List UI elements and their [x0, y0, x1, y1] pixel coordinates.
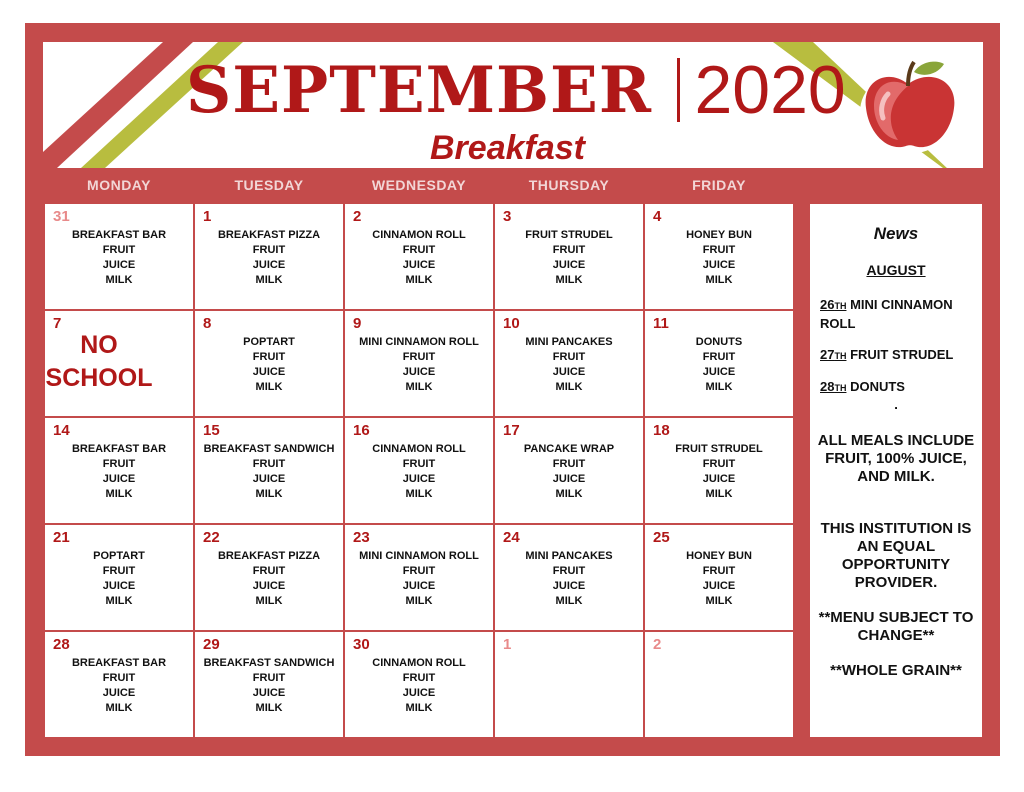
menu-item: MILK	[555, 381, 583, 393]
news-month: AUGUST	[866, 262, 926, 278]
calendar-day-cell	[44, 203, 194, 310]
menu-item: FRUIT STRUDEL	[525, 229, 613, 241]
calendar-day-cell	[44, 524, 194, 631]
menu-items	[645, 335, 793, 395]
menu-item: MILK	[255, 595, 283, 607]
day-number: 15	[203, 422, 220, 439]
weekday-tuesday: TUESDAY	[234, 177, 304, 193]
menu-items	[195, 656, 343, 716]
day-number: 4	[653, 208, 662, 225]
menu-items	[345, 549, 493, 609]
year-title: 2020	[694, 52, 846, 128]
day-number: 28	[53, 636, 70, 653]
menu-item: FRUIT	[402, 672, 436, 684]
menu-items	[645, 549, 793, 609]
menu-item: FRUIT	[252, 458, 286, 470]
news-dot: .	[894, 397, 898, 412]
menu-item: DONUTS	[695, 336, 743, 348]
menu-item: FRUIT	[552, 244, 586, 256]
menu-item: MILK	[105, 702, 133, 714]
news-entry: 26TH MINI CINNAMON ROLL	[820, 297, 953, 331]
day-number: 24	[503, 529, 520, 546]
menu-item: MILK	[405, 274, 433, 286]
menu-item: FRUIT	[252, 351, 286, 363]
menu-item: FRUIT	[252, 565, 286, 577]
menu-item: FRUIT	[102, 458, 136, 470]
news-entry: 27TH FRUIT STRUDEL	[820, 347, 954, 362]
title-divider	[677, 58, 680, 122]
menu-items	[45, 442, 193, 502]
menu-items	[495, 228, 643, 288]
menu-item: JUICE	[552, 473, 586, 485]
calendar-day-cell	[194, 310, 344, 417]
month-title: SEPTEMBER	[186, 52, 652, 128]
menu-item: BREAKFAST PIZZA	[217, 229, 321, 241]
menu-item: JUICE	[402, 473, 436, 485]
menu-item: MILK	[555, 488, 583, 500]
news-panel	[809, 203, 983, 738]
day-number: 17	[503, 422, 520, 439]
menu-item: MILK	[255, 381, 283, 393]
menu-item: FRUIT	[252, 244, 286, 256]
menu-item: MILK	[255, 702, 283, 714]
calendar-day-cell	[344, 203, 494, 310]
day-number: 30	[353, 636, 370, 653]
menu-item: CINNAMON ROLL	[372, 443, 466, 455]
news-menu-subject: **MENU SUBJECT TO CHANGE**	[818, 609, 974, 644]
menu-items	[645, 442, 793, 502]
menu-item: FRUIT	[402, 244, 436, 256]
menu-item: JUICE	[552, 259, 586, 271]
menu-items	[45, 656, 193, 716]
menu-item: MILK	[705, 488, 733, 500]
day-number: 31	[53, 208, 70, 225]
menu-item: FRUIT	[702, 565, 736, 577]
weekday-monday: MONDAY	[87, 177, 151, 193]
calendar-title	[186, 50, 846, 130]
menu-item: BREAKFAST BAR	[71, 229, 167, 241]
menu-item: BREAKFAST SANDWICH	[203, 657, 335, 669]
day-number: 21	[53, 529, 70, 546]
news-meals: ALL MEALS INCLUDE FRUIT, 100% JUICE, AND MILK.	[817, 432, 975, 485]
day-number: 16	[353, 422, 370, 439]
weekday-header	[44, 177, 794, 193]
calendar-day-cell	[344, 310, 494, 417]
menu-item: POPTART	[93, 550, 145, 562]
calendar-grid	[44, 203, 794, 738]
news-whole-grain: **WHOLE GRAIN**	[830, 662, 962, 679]
day-number: 23	[353, 529, 370, 546]
day-number: 22	[203, 529, 220, 546]
calendar-day-cell	[44, 310, 194, 417]
menu-item: MINI CINNAMON ROLL	[359, 336, 479, 348]
menu-item: MILK	[405, 702, 433, 714]
menu-item: FRUIT	[252, 672, 286, 684]
menu-item: FRUIT	[402, 565, 436, 577]
menu-item: JUICE	[102, 580, 136, 592]
calendar-day-cell	[644, 524, 794, 631]
menu-item: JUICE	[402, 259, 436, 271]
menu-item: MILK	[405, 381, 433, 393]
menu-item: JUICE	[252, 473, 286, 485]
calendar-day-cell	[44, 631, 194, 738]
menu-item: BREAKFAST BAR	[71, 443, 167, 455]
menu-items	[345, 656, 493, 716]
menu-item: FRUIT STRUDEL	[675, 443, 763, 455]
day-number: 3	[503, 208, 512, 225]
menu-item: BREAKFAST BAR	[71, 657, 167, 669]
calendar-day-cell	[344, 524, 494, 631]
calendar-day-cell	[344, 417, 494, 524]
news-entry: 28TH DONUTS	[820, 379, 905, 394]
menu-items	[195, 228, 343, 288]
menu-item: JUICE	[252, 580, 286, 592]
calendar-day-cell	[194, 524, 344, 631]
no-school-label: NO SCHOOL	[45, 331, 153, 392]
calendar-day-cell	[44, 417, 194, 524]
menu-item: FRUIT	[552, 565, 586, 577]
menu-items	[45, 228, 193, 288]
menu-item: MILK	[555, 274, 583, 286]
menu-item: BREAKFAST SANDWICH	[203, 443, 335, 455]
menu-items	[345, 335, 493, 395]
menu-item: MILK	[705, 274, 733, 286]
day-number: 8	[203, 315, 212, 332]
menu-items	[495, 442, 643, 502]
menu-item: FRUIT	[702, 458, 736, 470]
weekday-wednesday: WEDNESDAY	[371, 177, 467, 193]
calendar-day-cell	[494, 524, 644, 631]
news-equal-opportunity: THIS INSTITUTION IS AN EQUAL OPPORTUNITY PROVIDER.	[820, 520, 972, 591]
menu-item: POPTART	[243, 336, 295, 348]
day-number: 9	[353, 315, 362, 332]
menu-item: HONEY BUN	[686, 229, 752, 241]
calendar-day-cell	[644, 203, 794, 310]
menu-item: PANCAKE WRAP	[523, 443, 615, 455]
calendar-day-cell	[344, 631, 494, 738]
calendar-day-cell	[194, 631, 344, 738]
menu-subtitle: Breakfast	[430, 129, 585, 167]
menu-item: JUICE	[402, 687, 436, 699]
menu-item: JUICE	[702, 473, 736, 485]
weekday-friday: FRIDAY	[692, 177, 746, 193]
day-number: 25	[653, 529, 670, 546]
calendar-day-cell	[644, 310, 794, 417]
menu-items	[195, 442, 343, 502]
menu-item: MILK	[405, 488, 433, 500]
menu-item: MINI PANCAKES	[525, 336, 613, 348]
calendar-day-cell	[494, 631, 644, 738]
menu-item: JUICE	[252, 259, 286, 271]
calendar-day-cell	[644, 631, 794, 738]
menu-item: HONEY BUN	[686, 550, 752, 562]
menu-item: FRUIT	[552, 458, 586, 470]
day-number: 1	[503, 636, 512, 653]
menu-item: MILK	[555, 595, 583, 607]
menu-item: MILK	[105, 488, 133, 500]
news-title: News	[873, 224, 919, 243]
day-number: 2	[653, 636, 662, 653]
menu-item: JUICE	[402, 366, 436, 378]
menu-item: CINNAMON ROLL	[372, 657, 466, 669]
menu-item: JUICE	[552, 580, 586, 592]
day-number: 18	[653, 422, 670, 439]
menu-item: MILK	[255, 274, 283, 286]
calendar-day-cell	[194, 203, 344, 310]
menu-items	[495, 335, 643, 395]
menu-item: BREAKFAST PIZZA	[217, 550, 321, 562]
menu-item: JUICE	[252, 366, 286, 378]
menu-item: FRUIT	[402, 458, 436, 470]
menu-item: FRUIT	[702, 244, 736, 256]
day-number: 7	[53, 315, 62, 332]
menu-item: FRUIT	[552, 351, 586, 363]
calendar-day-cell	[494, 310, 644, 417]
menu-item: MILK	[405, 595, 433, 607]
menu-item: MILK	[705, 595, 733, 607]
menu-item: FRUIT	[402, 351, 436, 363]
menu-item: JUICE	[252, 687, 286, 699]
menu-item: MINI CINNAMON ROLL	[359, 550, 479, 562]
day-number: 14	[53, 422, 70, 439]
menu-item: JUICE	[702, 366, 736, 378]
menu-items	[345, 442, 493, 502]
apple-icon	[858, 56, 962, 156]
menu-item: MILK	[105, 274, 133, 286]
menu-item: MILK	[255, 488, 283, 500]
calendar-day-cell	[494, 417, 644, 524]
weekday-thursday: THURSDAY	[528, 177, 610, 193]
menu-item: JUICE	[702, 259, 736, 271]
menu-items	[495, 549, 643, 609]
menu-items	[45, 549, 193, 609]
menu-item: JUICE	[702, 580, 736, 592]
menu-item: JUICE	[102, 259, 136, 271]
menu-items	[195, 335, 343, 395]
menu-item: JUICE	[102, 687, 136, 699]
menu-item: FRUIT	[102, 672, 136, 684]
menu-item: MINI PANCAKES	[525, 550, 613, 562]
menu-item: JUICE	[102, 473, 136, 485]
menu-items	[195, 549, 343, 609]
day-number: 11	[653, 315, 669, 332]
menu-item: CINNAMON ROLL	[372, 229, 466, 241]
menu-items	[645, 228, 793, 288]
menu-item: JUICE	[402, 580, 436, 592]
menu-item: FRUIT	[702, 351, 736, 363]
day-number: 10	[503, 315, 520, 332]
calendar-day-cell	[494, 203, 644, 310]
day-number: 2	[353, 208, 362, 225]
menu-item: MILK	[105, 595, 133, 607]
menu-item: JUICE	[552, 366, 586, 378]
day-number: 29	[203, 636, 220, 653]
menu-item: FRUIT	[102, 565, 136, 577]
menu-item: MILK	[705, 381, 733, 393]
calendar-day-cell	[194, 417, 344, 524]
calendar-day-cell	[644, 417, 794, 524]
menu-item: FRUIT	[102, 244, 136, 256]
day-number: 1	[203, 208, 212, 225]
menu-items	[345, 228, 493, 288]
